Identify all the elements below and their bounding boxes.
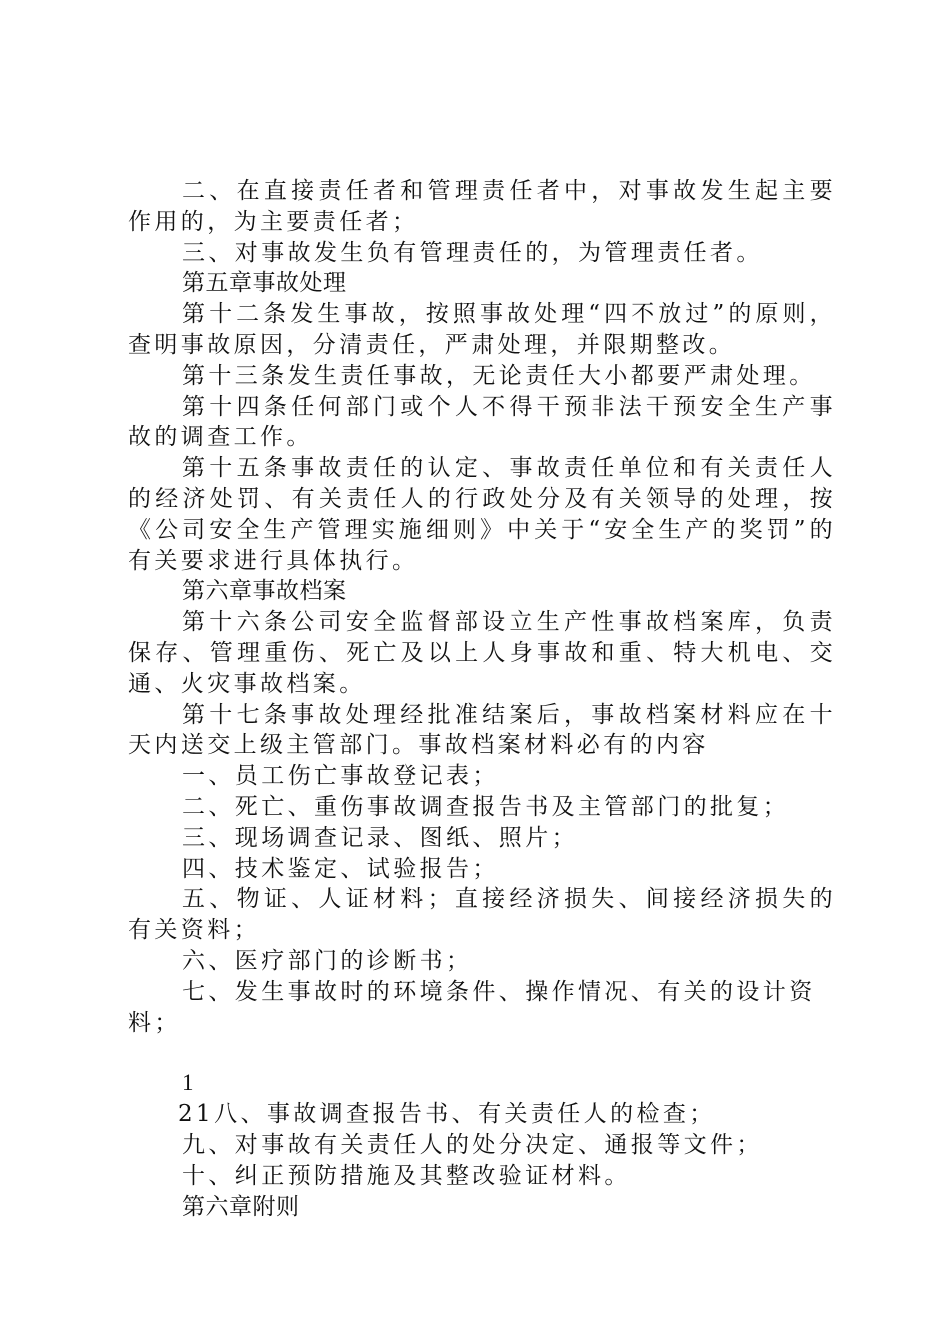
paragraph: 第十七条事故处理经批准结案后，事故档案材料应在十天内送交上级主管部门。事故档案材料必有的内容 <box>128 701 836 759</box>
list-item: 四、技术鉴定、试验报告； <box>182 855 499 882</box>
chapter-heading: 第六章附则 <box>182 1193 300 1220</box>
paragraph: 第十三条发生责任事故，无论责任大小都要严肃处理。 <box>182 362 816 389</box>
paragraph: 第十二条发生事故，按照事故处理“四不放过”的原则，查明事故原因，分清责任，严肃处理，并限期整改。 <box>128 301 836 358</box>
page-break-gap <box>128 1038 836 1068</box>
list-item: 五、物证、人证材料；直接经济损失、间接经济损失的有关资料； <box>128 886 836 944</box>
paragraph: 第十六条公司安全监督部设立生产性事故档案库，负责保存、管理重伤、死亡及以上人身事故和重、特大机电、交通、火灾事故档案。 <box>128 609 836 697</box>
list-item: 七、发生事故时的环境条件、操作情况、有关的设计资料； <box>128 978 816 1036</box>
list-item: 六、医疗部门的诊断书； <box>182 947 473 974</box>
list-item: 三、现场调查记录、图纸、照片； <box>182 824 578 851</box>
list-item: 九、对事故有关责任人的处分决定、通报等文件； <box>182 1131 763 1158</box>
paragraph: 第十四条任何部门或个人不得干预非法干预安全生产事故的调查工作。 <box>128 393 836 451</box>
chapter-heading: 第五章事故处理 <box>182 270 347 297</box>
document-page <box>128 176 836 1222</box>
paragraph: 第十五条事故责任的认定、事故责任单位和有关责任人的经济处罚、有关责任人的行政处分及有关领导的处理，按《公司安全生产管理实施细则》中关于“安全生产的奖罚”的有关要求进行具体执行。 <box>128 455 836 574</box>
page-number: 1 <box>182 1070 194 1096</box>
list-item: 十、纠正预防措施及其整改验证材料。 <box>182 1162 631 1189</box>
paragraph: 三、对事故发生负有管理责任的，为管理责任者。 <box>182 239 763 266</box>
list-item: 二、死亡、重伤事故调查报告书及主管部门的批复； <box>182 793 790 820</box>
list-item: 一、员工伤亡事故登记表； <box>182 763 499 790</box>
paragraph: 二、在直接责任者和管理责任者中，对事故发生起主要作用的，为主要责任者； <box>128 178 836 235</box>
list-item: 21八、事故调查报告书、有关责任人的检查； <box>178 1101 716 1128</box>
chapter-heading: 第六章事故档案 <box>182 578 347 605</box>
